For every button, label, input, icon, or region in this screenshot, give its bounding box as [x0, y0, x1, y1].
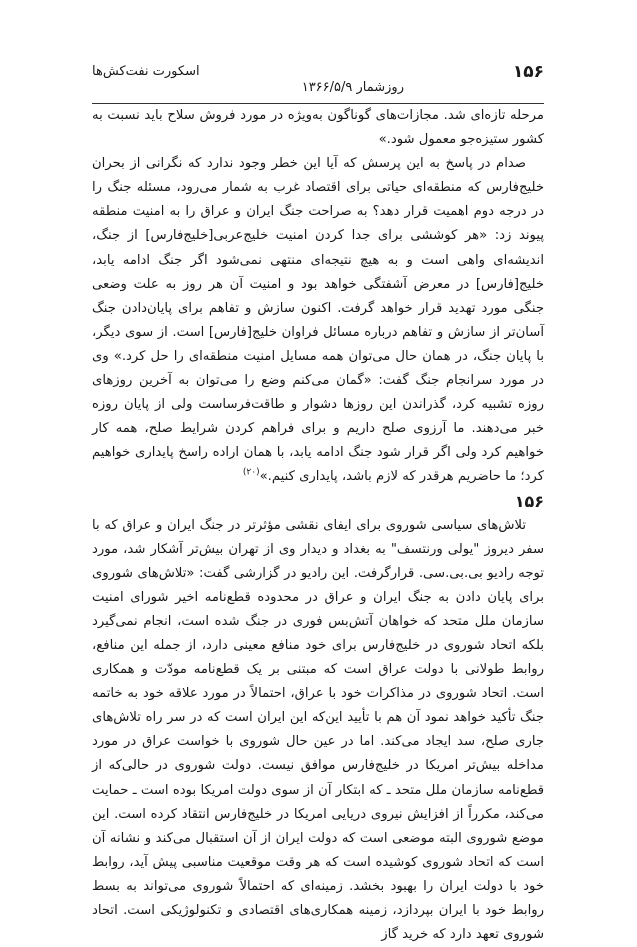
body-text	[92, 104, 544, 947]
book-title: اسکورت نفت‌کش‌ها	[92, 64, 200, 79]
page-header	[92, 62, 544, 104]
date-line: روزشمار ۱۳۶۶/۵/۹	[302, 80, 404, 95]
page-number: ۱۵۶	[513, 62, 544, 82]
paragraph-saddam	[92, 152, 544, 489]
paragraph-continued: مرحله تازه‌ای شد. مجازات‌های گوناگون به‌ویژه در مورد فروش سلاح باید نسبت به کشور ستیزه‌جو معمول شود.»	[92, 104, 544, 152]
paragraph-soviet: تلاش‌های سیاسی شوروی برای ایفای نقشی مؤثرتر در جنگ ایران و عراق که با سفر دیروز "یولی ورنتسف" به بغداد و دیدار وی از تهران بیش‌تر آشکار شد، مورد توجه رادیو بی.بی.سی. قرارگرفت. این رادیو در گزارشی گفت: «تلاش‌های شوروی برای پایان دادن به جنگ ایران و عراق در محدوده قطع‌نامه اخیر شورای امنیت سازمان ملل متحد که خواهان آتش‌بس فوری در جنگ شده است، انجام نمی‌گیرد بلکه اتحاد شوروی در خلیج‌فارس برای خود منافع معینی دارد، از جمله این منافع، روابط طولانی با دولت عراق است که مبتنی بر یک قطع‌نامه مودّت و همکاری است. اتحاد شوروی در مذاکرات خود با عراق، احتمالاً در مورد علاقه خود به خاتمه جنگ تأکید خواهد نمود آن هم با تأیید این‌که این ایران است که در سر راه تلاش‌های جاری صلح، سد ایجاد می‌کند. اما در عین حال شوروی با خواست عراق در مورد مداخله بیش‌تر امریکا در خلیج‌فارس موافق نیست. دولت شوروی در حالی‌که از قطع‌نامه سازمان ملل متحد ـ که ابتکار آن از سوی دولت امریکا بوده است ـ حمایت می‌کند، مکرراً از افزایش نیروی دریایی امریکا در خلیج‌فارس انتقاد کرده است. این موضع شوروی البته موضعی است که دولت ایران از آن استقبال می‌کند و نشانه آن است که اتحاد شوروی کوشیده است که هر وقت موقعیت مناسبی پیش آید، روابط خود با دولت ایران را بهبود بخشد. زمینه‌ای که احتمالاً شوروی می‌تواند به بسط روابط خود با ایران بپردازد، زمینه همکاری‌های اقتصادی و تکنولوژیکی است. اتحاد شوروی تعهد دارد که خرید گاز	[92, 514, 544, 947]
section-number: ۱۵۶	[92, 490, 544, 514]
paragraph-saddam-text: صدام در پاسخ به این پرسش که آیا این خطر وجود ندارد که نگرانی از بحران خلیج‌فارس که منطقه‌ای حیاتی برای اقتصاد غرب به شمار می‌رود، مسئله جنگ را در درجه دوم اهمیت قرار دهد؟ به صراحت جنگ ایران و عراق را به امنیت منطقه پیوند زد: «هر کوششی برای جدا کردن امنیت خلیج‌عربی[خلیج‌فارس] از جنگ، اندیشه‌ای واهی است و به هیچ نتیجه‌ای منتهی نمی‌شود اگر جنگ ادامه یابد، خلیج[فارس] در معرض آشفتگی خواهد بود و امنیت آن هر روز به علت وضعی جنگی مورد تهدید قرار خواهد گرفت. اکنون سازش و تفاهم برای پایان‌دادن جنگ آسان‌تر از سازش و تفاهم درباره مسائل فراوان خلیج[فارس] است. از سوی دیگر، با پایان جنگ، در همان حال می‌توان همه مسایل امنیت منطقه‌ای را حل کرد.» وی در مورد سرانجام جنگ گفت: «گمان می‌کنم وضع را می‌توان به آخرین روزهای روزه تشبیه کرد، گذراندن این روزها دشوار و طاقت‌فرساست ولی از پایان روزه خبر می‌دهند. ما آرزوی صلح داریم و برای فراهم کردن شرایط صلح، همه کار خواهیم کرد ولی اگر قرار شود جنگ ادامه یابد، با همان اراده راسخ پایداری خواهیم کرد؛ ما حاضریم هرقدر که لازم باشد، پایداری کنیم.»	[92, 156, 544, 484]
footnote-reference: (۲۰)	[243, 468, 260, 478]
